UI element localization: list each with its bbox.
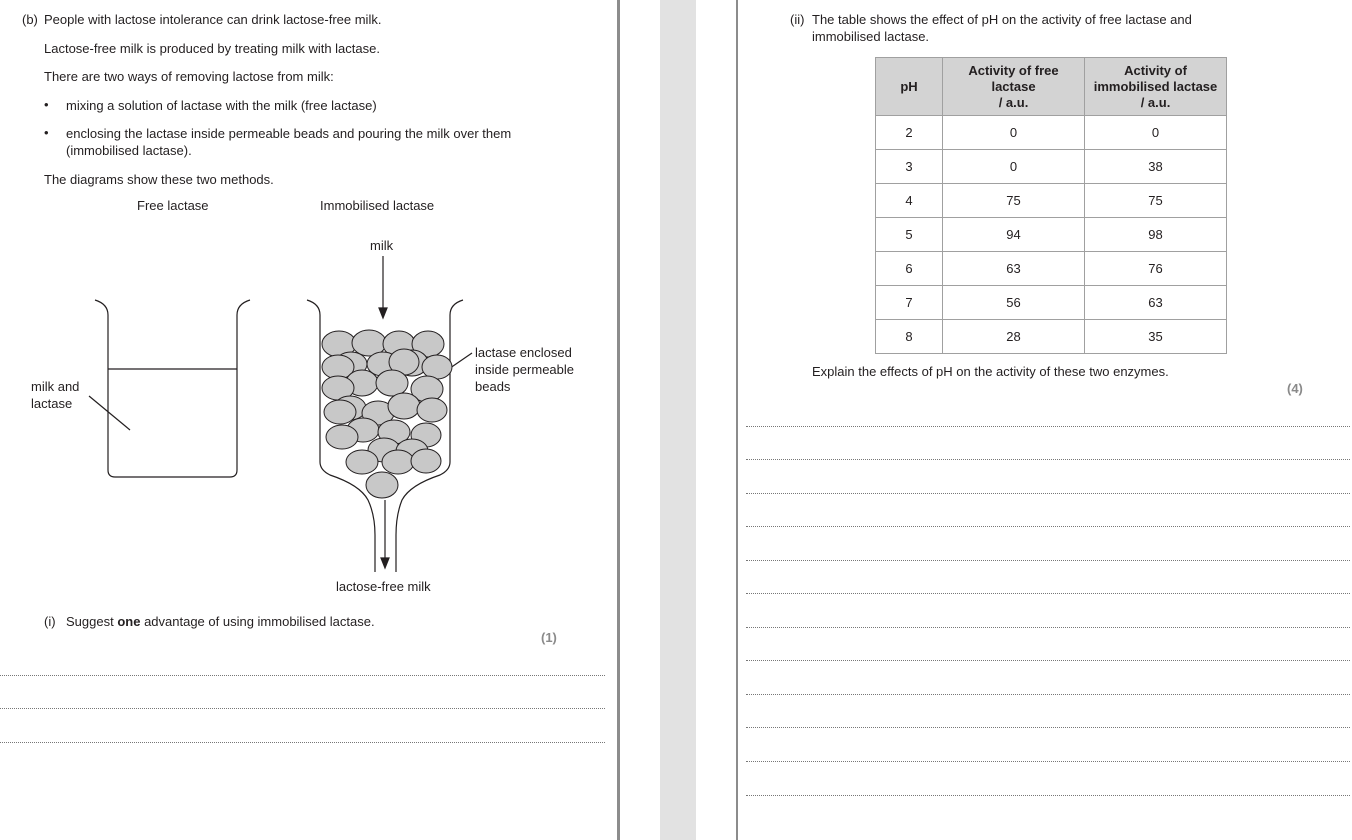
answer-line[interactable]	[746, 426, 1350, 427]
answer-line[interactable]	[746, 761, 1350, 762]
table-row	[876, 286, 1227, 320]
bullet-immobilised-line2: (immobilised lactase).	[66, 143, 192, 158]
answer-line[interactable]	[746, 727, 1350, 728]
beads-label-2: inside permeable	[475, 362, 575, 377]
answer-line[interactable]	[746, 493, 1350, 494]
left-page	[0, 0, 617, 840]
answer-line[interactable]	[746, 694, 1350, 695]
bullet-dot: •	[44, 97, 49, 112]
table-row	[876, 320, 1227, 354]
cell-free: 56	[943, 286, 1085, 320]
output-arrow	[381, 500, 389, 568]
permeable-beads	[322, 330, 452, 498]
intro-text: People with lactose intolerance can drink lactose-free milk.	[44, 12, 382, 27]
question-ii-line1: The table shows the effect of pH on the activity of free lactase and	[812, 12, 1192, 27]
two-ways-text: There are two ways of removing lactose from milk:	[44, 69, 334, 84]
answer-line[interactable]	[746, 560, 1350, 561]
header-free-line3: / a.u.	[998, 94, 1029, 110]
header-free-lactase	[943, 58, 1085, 116]
answer-line[interactable]	[746, 795, 1350, 796]
answer-line[interactable]	[746, 459, 1350, 460]
question-i-text	[66, 613, 375, 630]
lactase-text: Lactose-free milk is produced by treating milk with lactase.	[44, 41, 380, 56]
question-ii-marks: (4)	[1287, 381, 1303, 396]
left-page-edge	[617, 0, 620, 840]
question-i-number: (i)	[44, 614, 56, 629]
cell-ph: 8	[876, 320, 943, 354]
cell-ph: 3	[876, 150, 943, 184]
method-diagram	[0, 190, 617, 590]
cell-immobilised: 76	[1085, 252, 1227, 286]
answer-line[interactable]	[0, 675, 605, 676]
table-row	[876, 184, 1227, 218]
milk-label: milk	[370, 238, 394, 253]
free-lactase-title: Free lactase	[137, 198, 209, 213]
header-imm-line3: / a.u.	[1140, 94, 1171, 110]
bullet-dot: •	[44, 125, 49, 140]
header-imm-line2: immobilised lactase	[1093, 78, 1218, 94]
immobilised-lactase-title: Immobilised lactase	[320, 198, 435, 213]
cell-immobilised: 35	[1085, 320, 1227, 354]
answer-line[interactable]	[746, 526, 1350, 527]
milk-and-lactase-label-2: lactase	[31, 396, 73, 411]
free-lactase-beaker	[89, 300, 250, 477]
cell-immobilised: 63	[1085, 286, 1227, 320]
right-page-edge	[736, 0, 738, 840]
question-ii-line2: immobilised lactase.	[812, 29, 930, 44]
table-row	[876, 218, 1227, 252]
cell-free: 0	[943, 150, 1085, 184]
cell-free: 63	[943, 252, 1085, 286]
cell-ph: 4	[876, 184, 943, 218]
cell-immobilised: 98	[1085, 218, 1227, 252]
part-label: (b)	[22, 12, 38, 27]
bullet-immobilised-line1: enclosing the lactase inside permeable beads and pouring the milk over them	[66, 126, 512, 141]
header-imm-line1: Activity of	[1124, 62, 1187, 78]
milk-and-lactase-label-1: milk and	[31, 379, 80, 394]
answer-line[interactable]	[746, 660, 1350, 661]
cell-immobilised: 75	[1085, 184, 1227, 218]
cell-ph: 2	[876, 116, 943, 150]
header-free-line2: lactase	[991, 78, 1036, 94]
cell-immobilised: 38	[1085, 150, 1227, 184]
beads-label-1: lactase enclosed	[475, 345, 572, 360]
explain-prompt: Explain the effects of pH on the activity of these two enzymes.	[812, 364, 1169, 379]
answer-line[interactable]	[0, 708, 605, 709]
bullet-free-lactase: mixing a solution of lactase with the milk (free lactase)	[66, 98, 377, 113]
cell-ph: 5	[876, 218, 943, 252]
question-i-pre: Suggest	[66, 614, 118, 629]
header-ph: pH	[876, 58, 943, 116]
diagram-intro: The diagrams show these two methods.	[44, 172, 274, 187]
question-i-post: advantage of using immobilised lactase.	[140, 614, 375, 629]
question-i-marks: (1)	[541, 630, 557, 645]
table-row	[876, 252, 1227, 286]
cell-free: 75	[943, 184, 1085, 218]
cell-free: 94	[943, 218, 1085, 252]
lactose-free-milk-label: lactose-free milk	[336, 579, 431, 594]
header-immobilised-lactase	[1085, 58, 1227, 116]
page-gutter	[660, 0, 696, 840]
table-header-row	[876, 58, 1227, 116]
answer-line[interactable]	[746, 593, 1350, 594]
answer-line[interactable]	[0, 742, 605, 743]
table-row	[876, 150, 1227, 184]
question-ii-number: (ii)	[790, 12, 805, 27]
cell-immobilised: 0	[1085, 116, 1227, 150]
answer-line[interactable]	[746, 627, 1350, 628]
question-i-bold: one	[117, 614, 141, 629]
cell-ph: 6	[876, 252, 943, 286]
cell-free: 28	[943, 320, 1085, 354]
cell-free: 0	[943, 116, 1085, 150]
header-free-line1: Activity of free	[968, 62, 1059, 78]
ph-activity-table	[875, 57, 1227, 354]
table-row	[876, 116, 1227, 150]
cell-ph: 7	[876, 286, 943, 320]
milk-in-arrow	[379, 256, 387, 318]
beads-label-3: beads	[475, 379, 511, 394]
